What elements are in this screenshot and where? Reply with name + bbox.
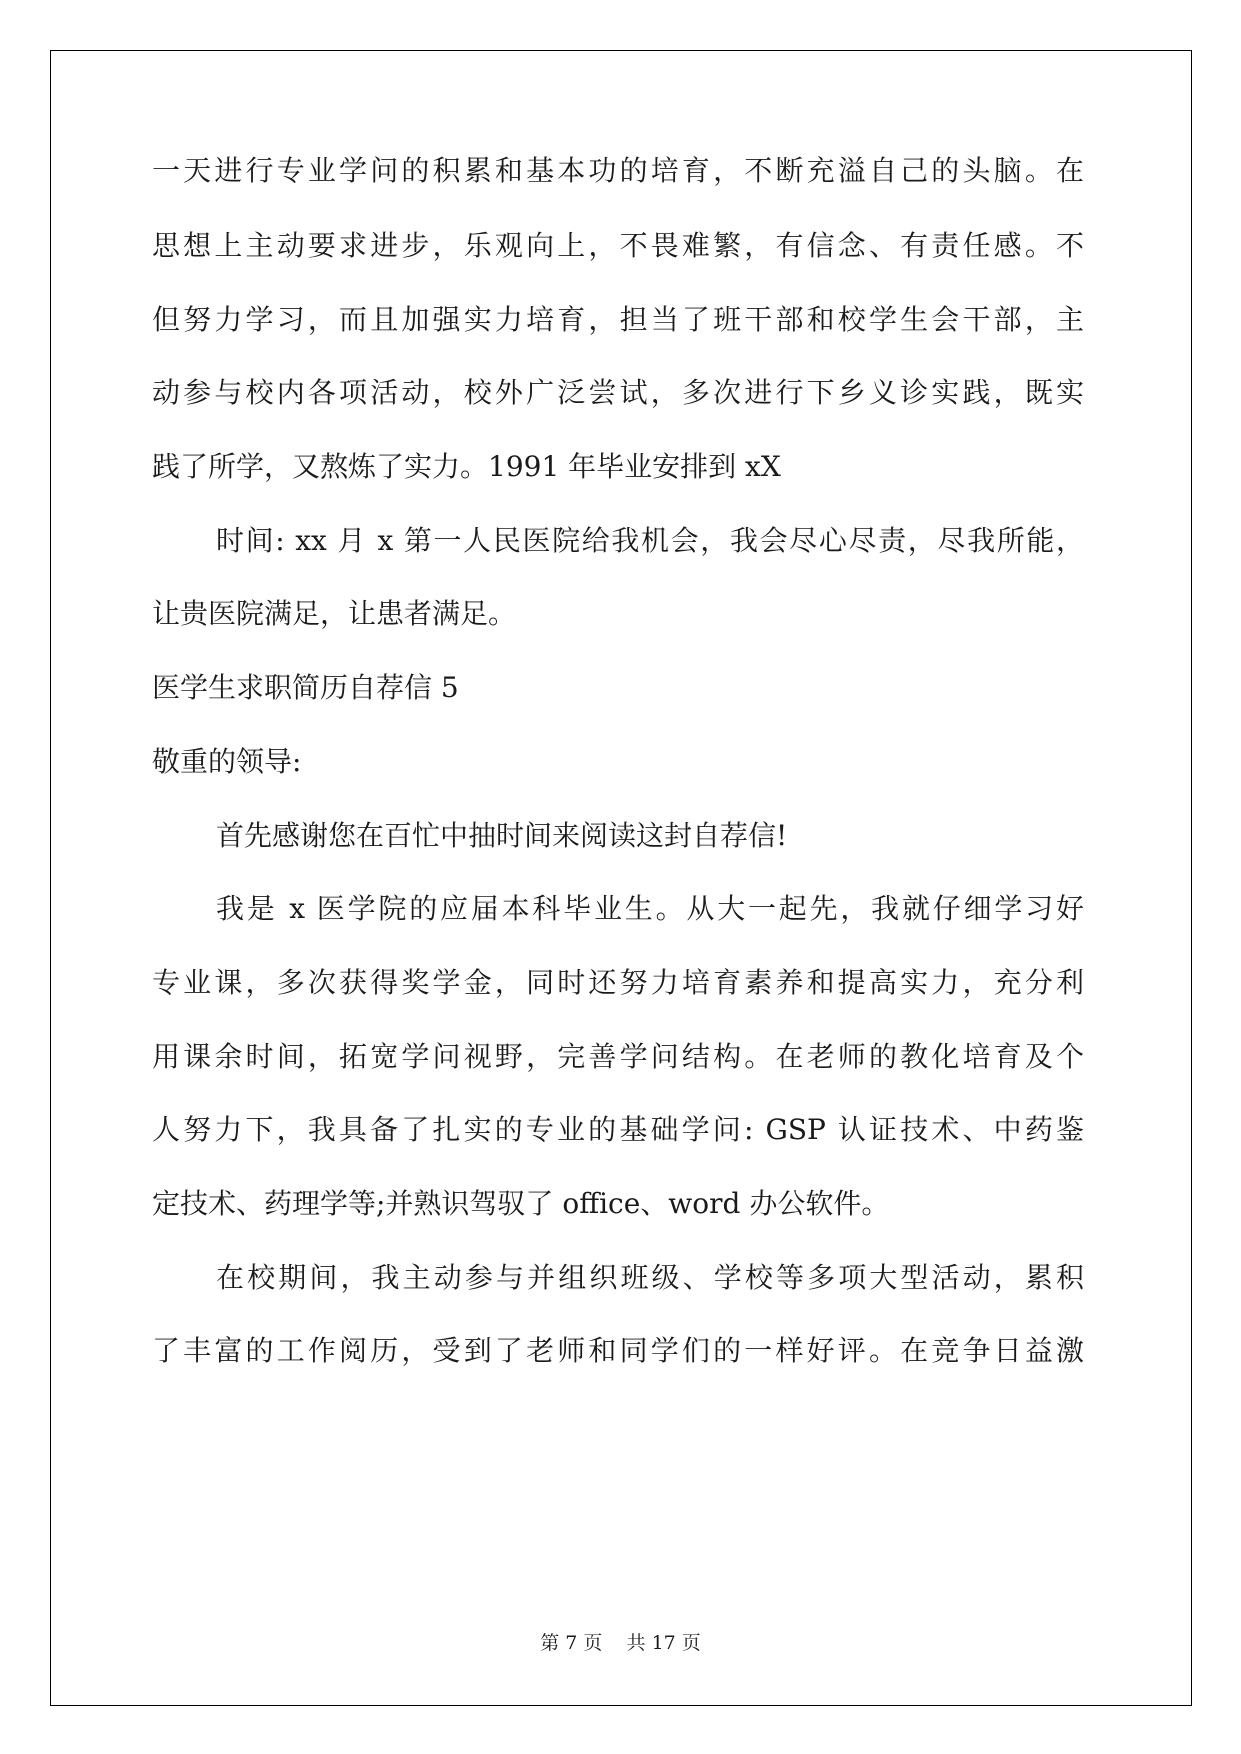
body-line: 但努力学习，而且加强实力培育，担当了班干部和校学生会干部，主 <box>152 303 1084 336</box>
body-line: 时间: xx 月 x 第一人民医院给我机会，我会尽心尽责，尽我所能， <box>216 524 1084 557</box>
body-line: 定技术、药理学等;并熟识驾驭了 office、word 办公软件。 <box>152 1187 890 1220</box>
salutation: 敬重的领导: <box>152 745 302 778</box>
body-line: 让贵医院满足，让患者满足。 <box>152 597 517 630</box>
body-line: 我是 x 医学院的应届本科毕业生。从大一起先，我就仔细学习好 <box>216 892 1084 925</box>
body-line: 了丰富的工作阅历，受到了老师和同学们的一样好评。在竞争日益激 <box>152 1334 1084 1367</box>
page-border <box>50 50 1192 1706</box>
body-line: 人努力下，我具备了扎实的专业的基础学问: GSP 认证技术、中药鉴 <box>152 1113 1084 1146</box>
body-line: 思想上主动要求进步，乐观向上，不畏难繁，有信念、有责任感。不 <box>152 229 1084 262</box>
body-line: 动参与校内各项活动，校外广泛尝试，多次进行下乡义诊实践，既实 <box>152 376 1084 409</box>
body-line: 在校期间，我主动参与并组织班级、学校等多项大型活动，累积 <box>216 1261 1084 1294</box>
body-line: 专业课，多次获得奖学金，同时还努力培育素养和提高实力，充分利 <box>152 966 1084 999</box>
body-line: 用课余时间，拓宽学问视野，完善学问结构。在老师的教化培育及个 <box>152 1040 1084 1073</box>
page-number: 第 7 页 共 17 页 <box>540 1632 701 1654</box>
section-heading: 医学生求职简历自荐信 5 <box>152 671 459 704</box>
body-line: 践了所学，又熬炼了实力。1991 年毕业安排到 xX <box>152 450 781 483</box>
body-line: 首先感谢您在百忙中抽时间来阅读这封自荐信! <box>216 819 788 852</box>
body-line: 一天进行专业学问的积累和基本功的培育，不断充溢自己的头脑。在 <box>152 154 1084 187</box>
